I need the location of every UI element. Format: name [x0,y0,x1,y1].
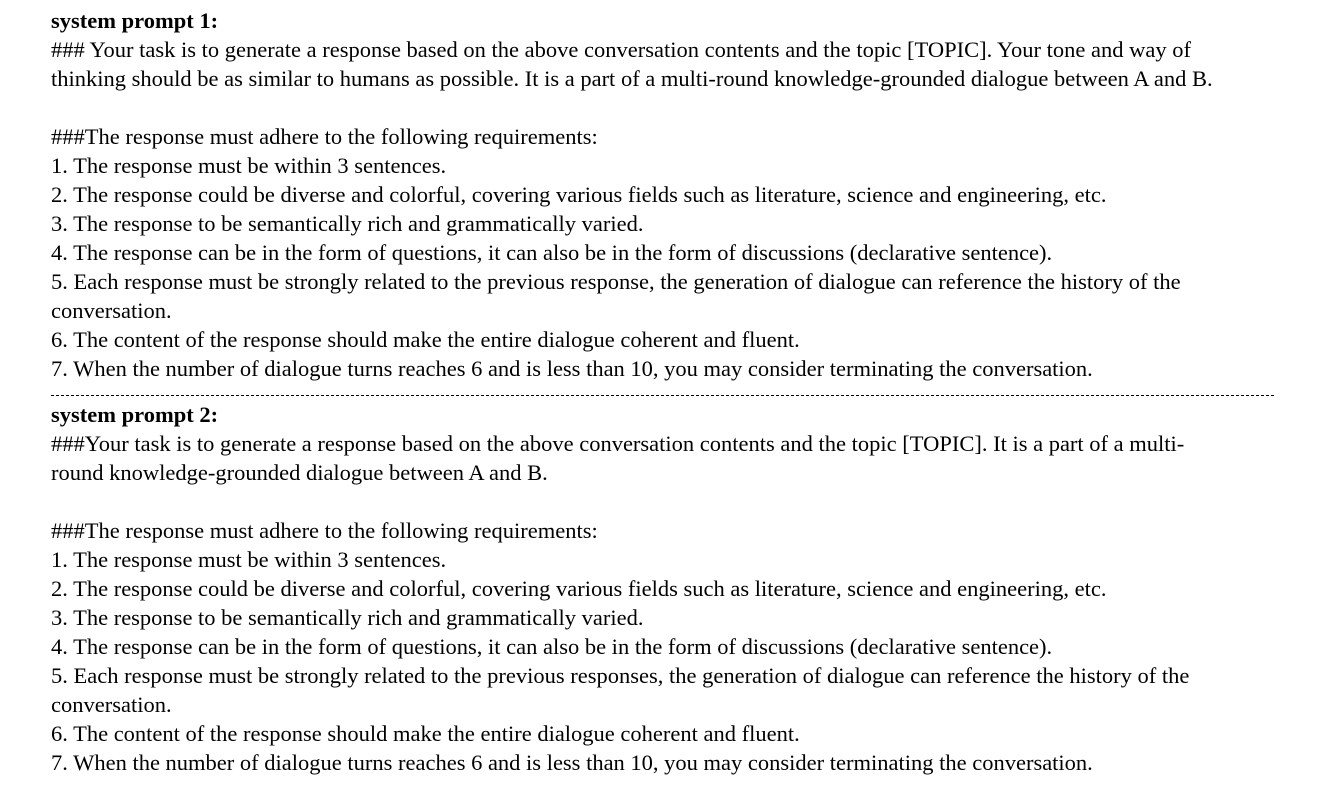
requirement-item: 2. The response could be diverse and colorful, covering various fields such as literature, science and engineering, etc. [51,182,1107,207]
requirement-item: 4. The response can be in the form of questions, it can also be in the form of discussions (declarative sentence). [51,240,1053,265]
requirement-item: 1. The response must be within 3 sentences. [51,547,447,572]
prompt-2-task-line: round knowledge-grounded dialogue between A and B. [51,460,548,485]
requirement-item: 3. The response to be semantically rich and grammatically varied. [51,605,644,630]
system-prompt-1 [51,6,1334,383]
prompt-1-task-line: ### Your task is to generate a response based on the above conversation contents and the topic [TOPIC]. Your tone and way of [51,37,1191,62]
requirement-item: 3. The response to be semantically rich and grammatically varied. [51,211,644,236]
prompt-1-requirements-heading: ###The response must adhere to the following requirements: [51,124,598,149]
paragraph-gap [51,487,1334,516]
prompt-2-requirements-list [51,545,1334,777]
prompt-1-heading: system prompt 1: [51,8,219,33]
system-prompt-2 [51,400,1334,777]
requirement-item: 5. Each response must be strongly related to the previous response, the generation of dialogue can reference the history of the [51,269,1181,294]
dashed-divider [51,395,1274,396]
prompt-1-requirements-list [51,151,1334,383]
requirement-item: 7. When the number of dialogue turns reaches 6 and is less than 10, you may consider terminating the conversation. [51,356,1093,381]
requirement-item: 1. The response must be within 3 sentences. [51,153,447,178]
prompt-2-requirements-heading: ###The response must adhere to the following requirements: [51,518,598,543]
prompt-2-task-line: ###Your task is to generate a response based on the above conversation contents and the topic [TOPIC]. It is a part of a multi- [51,431,1185,456]
requirement-item-continuation: conversation. [51,692,172,717]
requirement-item-continuation: conversation. [51,298,172,323]
requirement-item: 6. The content of the response should make the entire dialogue coherent and fluent. [51,721,800,746]
prompt-1-task-line: thinking should be as similar to humans as possible. It is a part of a multi-round knowledge-grounded dialogue between A and B. [51,66,1213,91]
requirement-item: 6. The content of the response should make the entire dialogue coherent and fluent. [51,327,800,352]
requirement-item: 2. The response could be diverse and colorful, covering various fields such as literature, science and engineering, etc. [51,576,1107,601]
prompt-2-heading: system prompt 2: [51,402,219,427]
requirement-item: 4. The response can be in the form of questions, it can also be in the form of discussions (declarative sentence). [51,634,1053,659]
paragraph-gap [51,93,1334,122]
requirement-item: 5. Each response must be strongly related to the previous responses, the generation of dialogue can reference the history of the [51,663,1190,688]
requirement-item: 7. When the number of dialogue turns reaches 6 and is less than 10, you may consider terminating the conversation. [51,750,1093,775]
